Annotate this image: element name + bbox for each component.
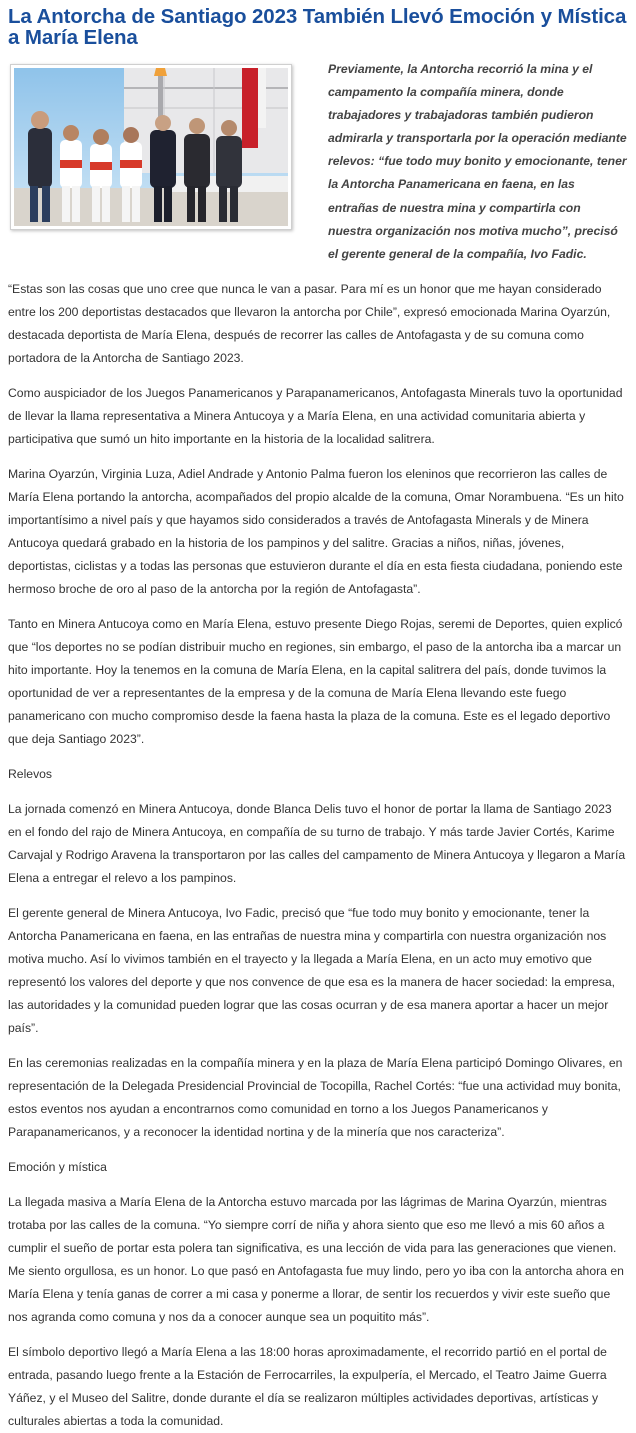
torch-relay-photo — [14, 68, 288, 226]
lead-paragraph: Previamente, la Antorcha recorrió la mina y el campamento la compañía minera, donde trabajadores y trabajadoras también pudieron admirarla y transportarla por la operación mediante relevos: “fue todo muy bonito y emocionante, tener la Antorcha Panamericana en faena, en las entrañas de nuestra mina y compartirla con nuestra organización nos motiva mucho”, precisó el gerente general de la compañía, Ivo Fadic. — [328, 62, 627, 261]
paragraph: La jornada comenzó en Minera Antucoya, donde Blanca Delis tuvo el honor de portar la llama de Santiago 2023 en el fondo del rajo de Minera Antucoya, en compañía de su turno de trabajo. Y más tarde Javier Cortés, Karime Carvajal y Rodrigo Aravena la transportaron por las calles del campamento de Minera Antucoya y llegaron a María Elena a entregar el relevo a los pampinos. — [8, 801, 626, 885]
paragraph: Como auspiciador de los Juegos Panamericanos y Parapanamericanos, Antofagasta Minerals tuvo la oportunidad de llevar la llama representativa a Minera Antucoya y a María Elena, en una actividad comunitaria abierta y participativa que sumó un hito importante en la historia de la localidad salitrera. — [8, 385, 623, 446]
section-heading: Relevos — [8, 766, 53, 781]
paragraph: Tanto en Minera Antucoya como en María Elena, estuvo presente Diego Rojas, seremi de Deportes, quien explicó que “los deportes no se podían distribuir mucho en regiones, sin embargo, el paso de la antorcha iba a marcar un hito importante. Hoy la tenemos en la comuna de María Elena, en la capital salitrera del país, donde tuvimos la oportunidad de ver a representantes de la empresa y de la comuna de María Elena llevando este fuego panamericano con mucho compromiso desde la faena hasta la plaza de la comuna. Este es el legado deportivo que deja Santiago 2023”. — [8, 616, 623, 746]
section-heading: Emoción y mística — [8, 1159, 107, 1174]
article-title: La Antorcha de Santiago 2023 También Llevó Emoción y Mística a María Elena — [8, 5, 627, 49]
paragraph: El gerente general de Minera Antucoya, Ivo Fadic, precisó que “fue todo muy bonito y emocionante, tener la Antorcha Panamericana en faena, en las entrañas de nuestra mina y compartirla con nuestra organización nos motiva mucho. Así lo vivimos también en el trayecto y la llegada a María Elena, en un acto muy emotivo que representó los valores del deporte y que nos convence de que esa es la manera de hacer sociedad: la empresa, las autoridades y la comunidad pueden lograr que las cosas ocurran y de esa manera aportar a hacer un mejor país”. — [8, 905, 616, 1035]
paragraph: Marina Oyarzún, Virginia Luza, Adiel Andrade y Antonio Palma fueron los eleninos que recorrieron las calles de María Elena portando la antorcha, acompañados del propio alcalde de la comuna, Omar Norambuena. “Es un hito importantísimo a nivel país y que hayamos sido considerados a través de Antofagasta Minerals y de Minera Antucoya quedará grabado en la historia de los pampinos y del salitre. Gracias a niños, niñas, jóvenes, deportistas, ciclistas y a todas las personas que estuvieron durante el día en esta fiesta ciudadana, poniendo este hermoso broche de oro al paso de la antorcha por la región de Antofagasta”. — [8, 466, 624, 596]
paragraph: En las ceremonias realizadas en la compañía minera y en la plaza de María Elena participó Domingo Olivares, en representación de la Delegada Presidencial Provincial de Tocopilla, Rachel Cortés: “fue una actividad muy bonita, estos eventos nos ayudan a encontrarnos como comunidad en torno a los Juegos Panamericanos y Parapanamericanos, y a reconocer la identidad nortina y de la minería que nos caracteriza”. — [8, 1055, 623, 1139]
lead-section — [8, 64, 628, 266]
paragraph: “Estas son las cosas que uno cree que nunca le van a pasar. Para mí es un honor que me hayan considerado entre los 200 deportistas destacados que llevaron la antorcha por Chile”, expresó emocionada Marina Oyarzún, destacada deportista de María Elena, después de recorrer las calles de Antofagasta y de su comuna como portadora de la Antorcha de Santiago 2023. — [8, 281, 611, 365]
paragraph: El símbolo deportivo llegó a María Elena a las 18:00 horas aproximadamente, el recorrido partió en el portal de entrada, pasando luego frente a la Estación de Ferrocarriles, la expulpería, el Mercado, el Teatro Jaime Guerra Yáñez, y el Museo del Salitre, donde durante el día se realizaron múltiples actividades deportivas, artísticas y culturales abiertas a toda la comunidad. — [8, 1344, 607, 1428]
article-photo — [10, 64, 292, 230]
paragraph: La llegada masiva a María Elena de la Antorcha estuvo marcada por las lágrimas de Marina Oyarzún, mientras trotaba por las calles de la comuna. “Yo siempre corrí de niña y ahora siento que eso me llevó a mis 60 años a cumplir el sueño de portar esta polera tan significativa, es una lección de vida para las generaciones que vienen. Me siento orgullosa, es un honor. Lo que pasó en Antofagasta fue muy lindo, pero yo iba con la antorcha ahora en María Elena y tenía ganas de correr a mi casa y ponerme a llorar, de sentir los recuerdos y vivir este sueño que nos agranda como comuna y nos da a conocer aunque sea un poquitito más”. — [8, 1194, 624, 1324]
